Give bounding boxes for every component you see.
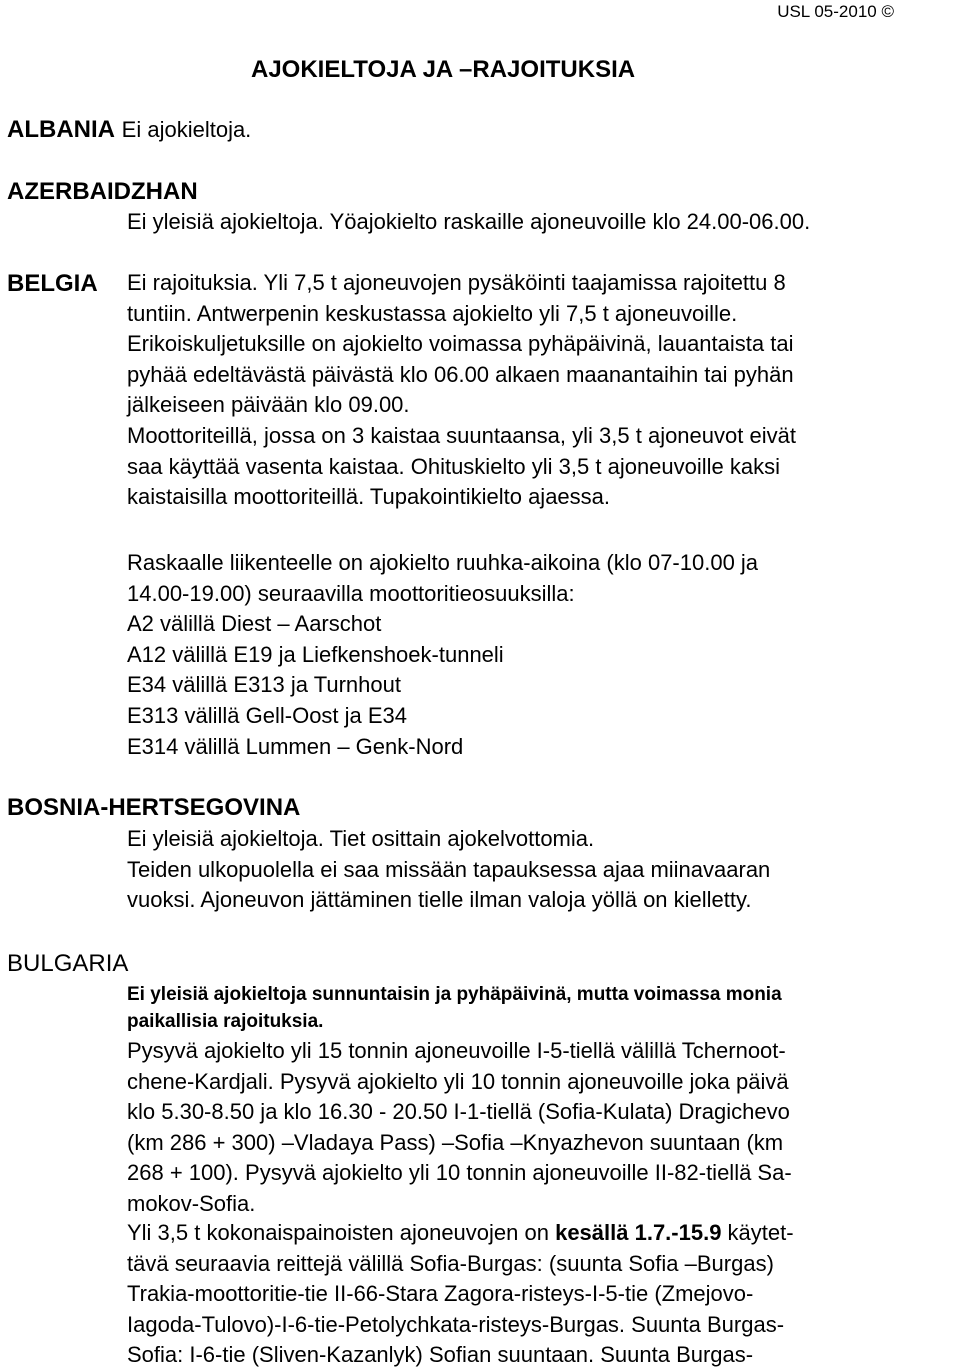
text-line: chene-Kardjali. Pysyvä ajokielto yli 10 tonnin ajoneuvoille joka päivä xyxy=(127,1068,789,1094)
azerbaidzhan-text: Ei yleisiä ajokieltoja. Yöajokielto raskaille ajoneuvoille klo 24.00-06.00. xyxy=(127,209,811,234)
azerbaidzhan-text-block xyxy=(127,207,810,238)
text-line: vuoksi. Ajoneuvon jättäminen tielle ilman valoja yöllä on kielletty. xyxy=(127,887,752,913)
text-line: Ei rajoituksia. Yli 7,5 t ajoneuvojen pysäköinti taajamissa rajoitettu 8 xyxy=(127,270,786,295)
country-name-azerbaidzhan: AZERBAIDZHAN xyxy=(7,178,198,205)
country-name-belgia: BELGIA xyxy=(7,270,98,297)
text-line: Ei yleisiä ajokieltoja. Tiet osittain ajokelvottomia. xyxy=(127,826,595,851)
country-name-bulgaria: BULGARIA xyxy=(7,950,129,977)
text-line: Iagoda-Tulovo)-I-6-tie-Petolychkata-risteys-Burgas. Suunta Burgas- xyxy=(127,1311,785,1337)
text-segment: käytet- xyxy=(721,1220,794,1245)
text-line: Ei yleisiä ajokieltoja sunnuntaisin ja pyhäpäivinä, mutta voimassa monia xyxy=(127,984,782,1005)
bulgaria-text-block xyxy=(127,1036,792,1220)
text-line: Erikoiskuljetuksille on ajokielto voimassa pyhäpäivinä, lauantaista tai xyxy=(127,331,794,357)
text-line: paikallisia rajoituksia. xyxy=(127,1011,324,1032)
section-albania xyxy=(7,116,251,144)
country-name-bosnia: BOSNIA-HERTSEGOVINA xyxy=(7,794,301,821)
text-line: (km 286 + 300) –Vladaya Pass) –Sofia –Knyazhevon suuntaan (km xyxy=(127,1129,784,1155)
text-line: 14.00-19.00) seuraavilla moottoritieosuuksilla: xyxy=(127,580,575,606)
text-line: Sofia: I-6-tie (Sliven-Kazanlyk) Sofian suuntaan. Suunta Burgas- xyxy=(127,1342,754,1368)
bulgaria-summary-block xyxy=(127,981,782,1035)
text-line: A12 välillä E19 ja Liefkenshoek-tunneli xyxy=(127,641,504,667)
text-line: Raskaalle liikenteelle on ajokielto ruuhka-aikoina (klo 07-10.00 ja xyxy=(127,550,759,575)
text-line: kaistaisilla moottoriteillä. Tupakointikielto ajaessa. xyxy=(127,484,611,510)
text-line: tuntiin. Antwerpenin keskustassa ajokielto yli 7,5 t ajoneuvoille. xyxy=(127,300,738,326)
text-line: Trakia-moottoritie-tie II-66-Stara Zagora-risteys-I-5-tie (Zmejovo- xyxy=(127,1281,754,1307)
text-segment: Yli 3,5 t kokonaispainoisten ajoneuvojen on xyxy=(127,1220,556,1245)
text-line: pyhää edeltävästä päivästä klo 06.00 alkaen maanantaihin tai pyhän xyxy=(127,361,794,387)
text-line: Moottoriteillä, jossa on 3 kaistaa suuntaansa, yli 3,5 t ajoneuvot eivät xyxy=(127,422,796,448)
text-line: E313 välillä Gell-Oost ja E34 xyxy=(127,702,408,728)
text-line: 268 + 100). Pysyvä ajokielto yli 10 tonnin ajoneuvoille II-82-tiellä Sa- xyxy=(127,1160,792,1186)
country-name-albania: ALBANIA xyxy=(7,116,115,143)
belgia-restrictions-block xyxy=(127,548,758,762)
text-line: jälkeiseen päivään klo 09.00. xyxy=(127,392,410,418)
page-title: AJOKIELTOJA JA –RAJOITUKSIA xyxy=(251,56,636,83)
text-line: A2 välillä Diest – Aarschot xyxy=(127,611,382,637)
bulgaria-routes-block xyxy=(127,1218,794,1371)
albania-text: Ei ajokieltoja. xyxy=(121,117,252,142)
text-line: E314 välillä Lummen – Genk-Nord xyxy=(127,733,464,759)
text-line: klo 5.30-8.50 ja klo 16.30 - 20.50 I-1-tiellä (Sofia-Kulata) Dragichevo xyxy=(127,1099,790,1125)
bosnia-text-block xyxy=(127,824,770,916)
text-line: tävä seuraavia reittejä välillä Sofia-Burgas: (suunta Sofia –Burgas) xyxy=(127,1250,774,1276)
text-line: Teiden ulkopuolella ei saa missään tapauksessa ajaa miinavaaran xyxy=(127,856,771,882)
text-line: E34 välillä E313 ja Turnhout xyxy=(127,672,401,698)
text-line: saa käyttää vasenta kaistaa. Ohituskielto yli 3,5 t ajoneuvoille kaksi xyxy=(127,453,781,479)
text-line: mokov-Sofia. xyxy=(127,1190,256,1216)
document-header: USL 05-2010 © xyxy=(777,2,894,21)
bold-date-range: kesällä 1.7.-15.9 xyxy=(555,1220,722,1245)
text-line xyxy=(127,1218,794,1249)
belgia-text-block xyxy=(127,268,796,513)
text-line: Pysyvä ajokielto yli 15 tonnin ajoneuvoille I-5-tiellä välillä Tchernoot- xyxy=(127,1038,786,1063)
